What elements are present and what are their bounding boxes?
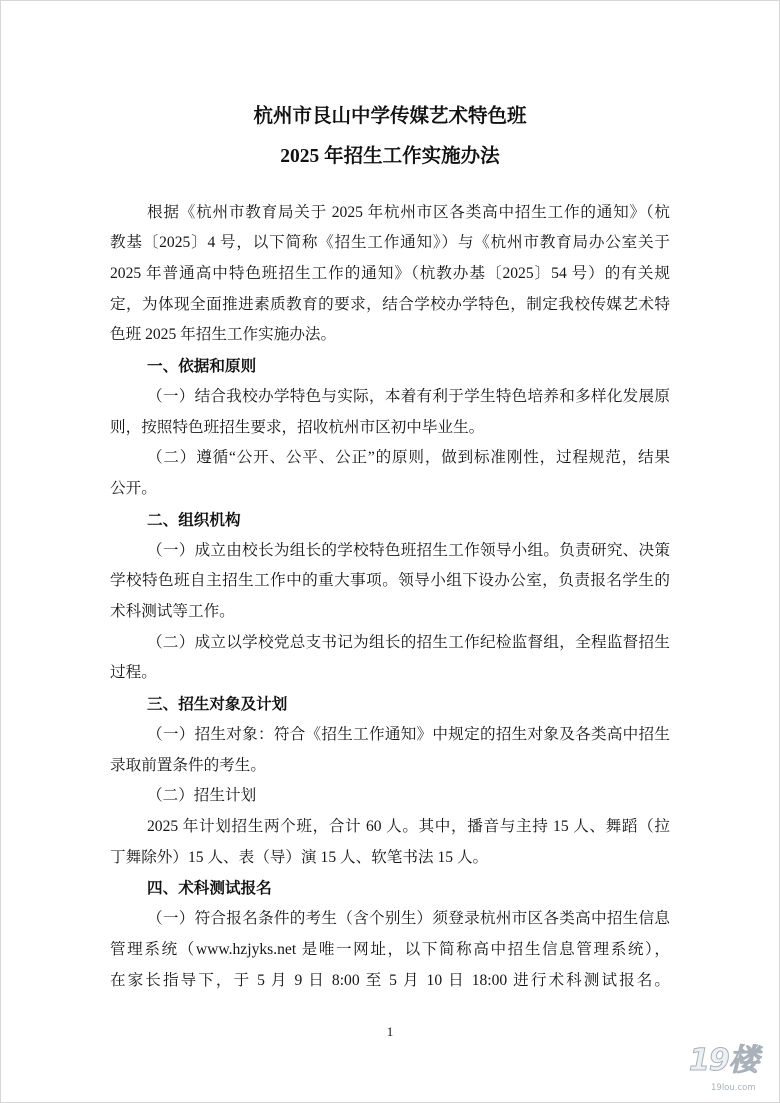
paragraph bbox=[110, 382, 670, 443]
paragraph-line: 术科测试等工作。 bbox=[110, 602, 235, 620]
section-3 bbox=[110, 689, 670, 873]
paragraph-line: （二）招生计划 bbox=[147, 787, 257, 805]
section-heading: 二、组织机构 bbox=[147, 510, 241, 529]
watermark-site: 19lou.com bbox=[711, 1083, 756, 1093]
paragraph-line: （一）结合我校办学特色与实际，本着有利于学生特色培养和多样化发展原 bbox=[147, 387, 670, 405]
paragraph bbox=[110, 720, 670, 781]
paragraph-line: 则，按照特色班招生要求，招收杭州市区初中毕业生。 bbox=[110, 418, 485, 436]
paragraph bbox=[110, 812, 670, 873]
paragraph-line: （二）成立以学校党总支书记为组长的招生工作纪检监督组，全程监督招生 bbox=[147, 633, 670, 651]
paragraph-line: 录取前置条件的考生。 bbox=[110, 756, 266, 774]
section-1 bbox=[110, 351, 670, 505]
paragraph-line: 学校特色班自主招生工作中的重大事项。领导小组下设办公室，负责报名学生的 bbox=[110, 572, 670, 590]
intro-paragraph bbox=[110, 198, 670, 352]
paragraph bbox=[110, 628, 670, 689]
paragraph-line: 2025 年普通高中特色班招生工作的通知》（杭教办基〔2025〕54 号）的有关规 bbox=[110, 265, 670, 283]
paragraph bbox=[110, 536, 670, 628]
paragraph-line: 丁舞除外）15 人、表（导）演 15 人、软笔书法 15 人。 bbox=[110, 848, 489, 866]
paragraph-line: 教基〔2025〕4 号，以下简称《招生工作通知》）与《杭州市教育局办公室关于 bbox=[110, 234, 670, 252]
paragraph-line: 公开。 bbox=[110, 480, 157, 498]
paragraph-line: 在家长指导下，于 5 月 9 日 8:00 至 5 月 10 日 18:00 进行术科测试报名。 bbox=[110, 971, 670, 989]
section-2 bbox=[110, 505, 670, 689]
paragraph bbox=[110, 443, 670, 504]
title-line-1: 杭州市艮山中学传媒艺术特色班 bbox=[253, 106, 527, 127]
page-number: 1 bbox=[386, 1024, 394, 1039]
paragraph-line: （二）遵循“公开、公平、公正”的原则，做到标准刚性，过程规范，结果 bbox=[147, 449, 670, 467]
paragraph bbox=[110, 781, 670, 812]
paragraph-line: （一）成立由校长为组长的学校特色班招生工作领导小组。负责研究、决策 bbox=[147, 541, 670, 559]
section-heading: 三、招生对象及计划 bbox=[147, 695, 288, 714]
paragraph bbox=[110, 904, 670, 996]
section-heading: 一、依据和原则 bbox=[147, 357, 257, 376]
paragraph-line: （一）招生对象：符合《招生工作通知》中规定的招生对象及各类高中招生 bbox=[147, 725, 670, 743]
paragraph-line: 定，为体现全面推进素质教育的要求，结合学校办学特色，制定我校传媒艺术特 bbox=[110, 295, 670, 313]
document-body bbox=[110, 198, 670, 997]
watermark-logo: 19楼 bbox=[689, 1043, 758, 1078]
document-title bbox=[1, 97, 779, 177]
paragraph-line: （一）符合报名条件的考生（含个别生）须登录杭州市区各类高中招生信息 bbox=[147, 910, 670, 928]
section-4 bbox=[110, 873, 670, 996]
paragraph-line: 过程。 bbox=[110, 664, 157, 682]
paragraph-line: 管理系统（www.hzjyks.net 是唯一网址，以下简称高中招生信息管理系统）， bbox=[110, 940, 670, 958]
watermark bbox=[689, 1041, 769, 1097]
section-heading: 四、术科测试报名 bbox=[147, 879, 272, 898]
paragraph-line: 根据《杭州市教育局关于 2025 年杭州市区各类高中招生工作的通知》（杭 bbox=[147, 203, 670, 221]
title-line-2: 2025 年招生工作实施办法 bbox=[280, 146, 500, 167]
paragraph-line: 色班 2025 年招生工作实施办法。 bbox=[110, 326, 337, 344]
paragraph-line: 2025 年计划招生两个班，合计 60 人。其中，播音与主持 15 人、舞蹈（拉 bbox=[147, 817, 670, 835]
